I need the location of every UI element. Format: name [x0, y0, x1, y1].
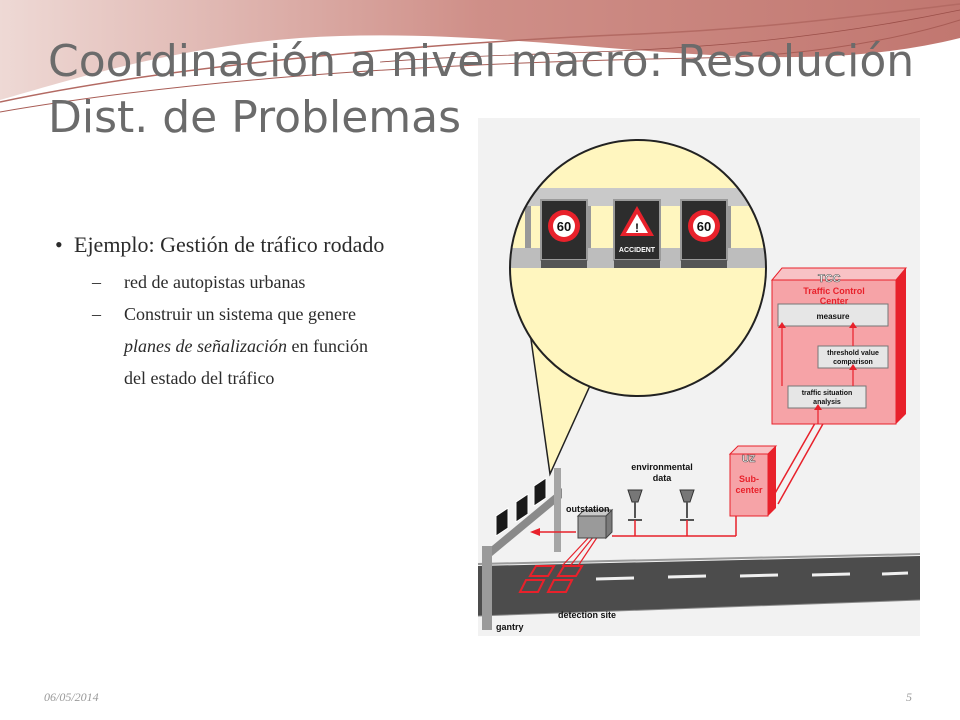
- bullet-sub-2-line-3: del estado del tráfico: [124, 368, 275, 388]
- environmental-label-1: environmental: [631, 462, 693, 472]
- subcenter-label-1: Sub-: [739, 474, 759, 484]
- title-line-2: Dist. de Problemas: [48, 92, 462, 143]
- tcc-title-1: Traffic Control: [803, 286, 865, 296]
- bullet-sub-2-line-1: Construir un sistema que genere: [124, 304, 356, 324]
- dash-1: –: [92, 272, 101, 292]
- bullet-list: [55, 230, 465, 394]
- uz-code-label: UZ: [742, 454, 756, 465]
- footer-date: 06/05/2014: [44, 690, 99, 704]
- subcenter-label-2: center: [735, 485, 763, 495]
- gantry-label: gantry: [496, 622, 524, 632]
- outstation-box: [578, 510, 612, 538]
- bullet-sub-2-line-2: en función: [286, 336, 368, 356]
- tcc-title-2: Center: [819, 296, 849, 306]
- traffic-analysis-label-2: analysis: [813, 399, 841, 406]
- bullet-sub-1: [55, 266, 465, 298]
- sign-left-text: 60: [556, 219, 572, 234]
- outstation-label: outstation: [566, 504, 610, 514]
- gantry-pole: [482, 546, 492, 630]
- title-line-1: Coordinación a nivel macro: Resolución: [48, 36, 915, 87]
- measure-label: measure: [816, 312, 850, 321]
- traffic-analysis-label-1: traffic situation: [801, 390, 853, 397]
- traffic-diagram: [478, 118, 920, 636]
- sign-right-text: 60: [696, 219, 712, 234]
- dash-2: –: [92, 304, 101, 324]
- bullet-main-text: Ejemplo: Gestión de tráfico rodado: [74, 232, 385, 257]
- bullet-main: [55, 230, 465, 260]
- detection-site-label: detection site: [558, 610, 617, 620]
- threshold-label-2: comparison: [833, 359, 873, 366]
- warning-sign-text: !: [635, 221, 639, 235]
- tcc-code-label: TCC: [818, 273, 841, 285]
- bullet-sub-2-italic: planes de señalización: [124, 336, 287, 356]
- page-number: 5: [906, 690, 912, 704]
- bullet-sub-2: [55, 298, 465, 394]
- accident-label: ACCIDENT: [618, 247, 656, 254]
- bullet-sub-1-text: red de autopistas urbanas: [124, 272, 306, 292]
- environmental-label-2: data: [652, 473, 672, 483]
- threshold-label-1: threshold value: [827, 350, 879, 357]
